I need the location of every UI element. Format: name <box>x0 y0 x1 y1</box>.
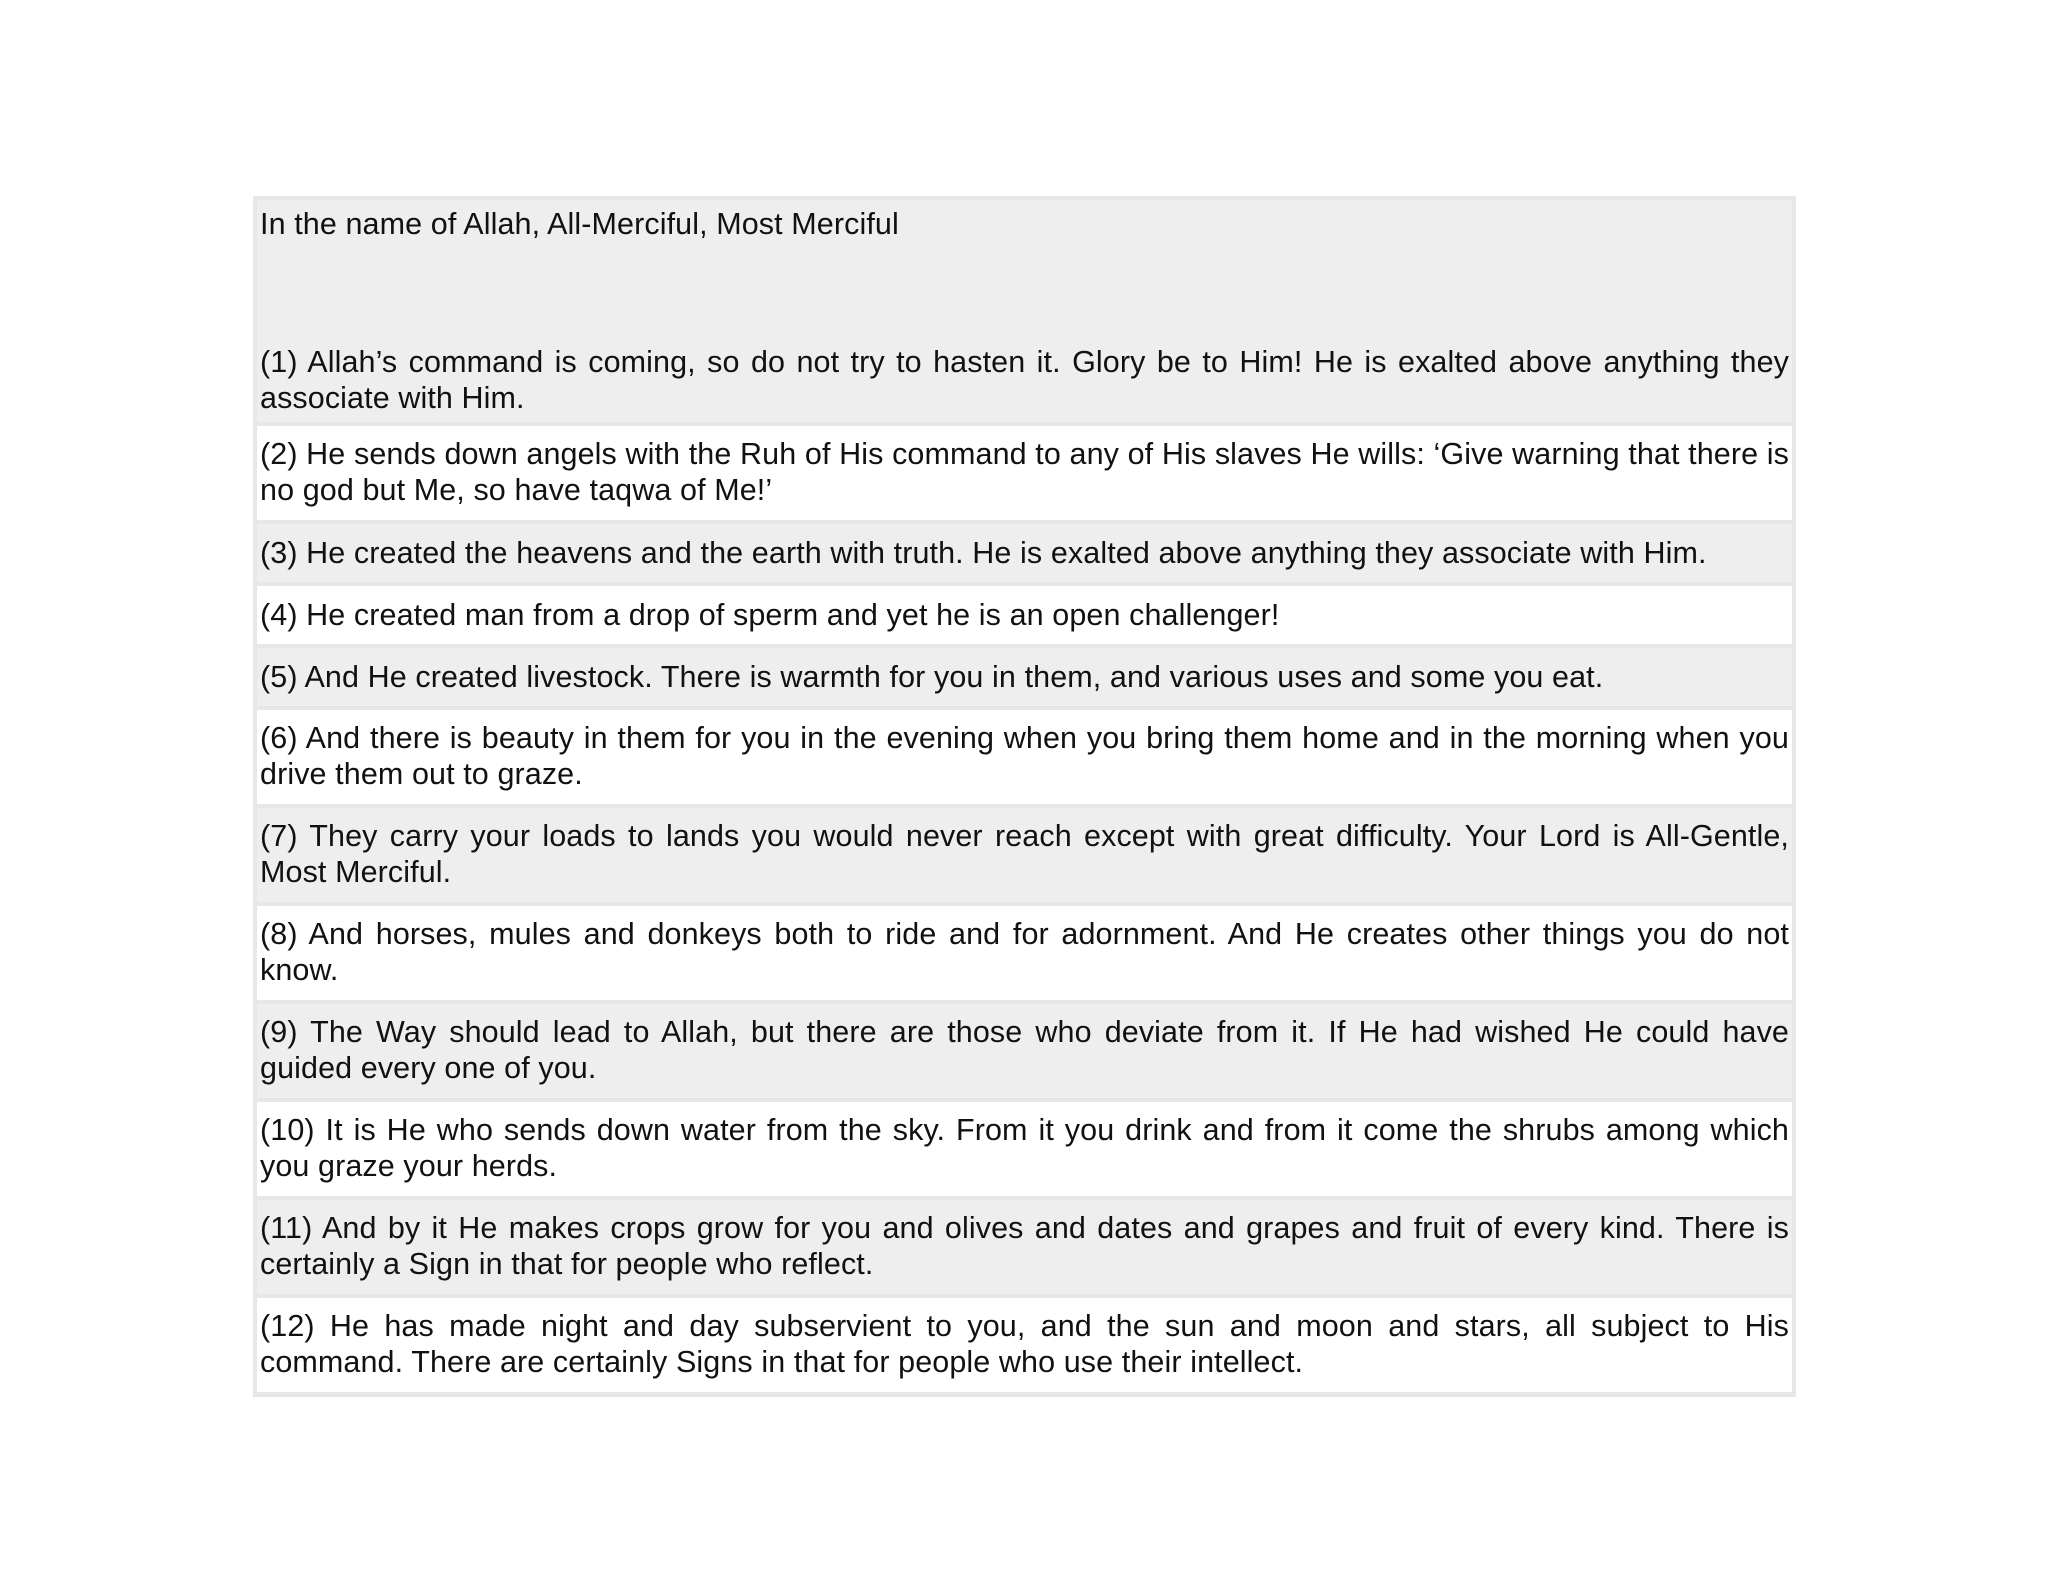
verse-table <box>253 196 1796 1397</box>
verse-7: (7) They carry your loads to lands you would never reach except with great difficulty. Your Lord is All-Gentle, Most Merciful. <box>257 808 1792 902</box>
verse-5: (5) And He created livestock. There is warmth for you in them, and various uses and some you eat. <box>257 648 1792 706</box>
verse-8: (8) And horses, mules and donkeys both to ride and for adornment. And He creates other things you do not know. <box>257 906 1792 1000</box>
verse-11: (11) And by it He makes crops grow for you and olives and dates and grapes and fruit of every kind. There is certainly a Sign in that for people who reflect. <box>257 1200 1792 1294</box>
verse-9: (9) The Way should lead to Allah, but there are those who deviate from it. If He had wished He could have guided every one of you. <box>257 1004 1792 1098</box>
basmala-heading: In the name of Allah, All-Merciful, Most Merciful <box>257 200 1792 318</box>
verse-10: (10) It is He who sends down water from the sky. From it you drink and from it come the shrubs among which you graze your herds. <box>257 1102 1792 1196</box>
verse-1: (1) Allah’s command is coming, so do not try to hasten it. Glory be to Him! He is exalted above anything they associate with Him. <box>257 318 1792 422</box>
verse-12: (12) He has made night and day subservient to you, and the sun and moon and stars, all subject to His command. There are certainly Signs in that for people who use their intellect. <box>257 1298 1792 1392</box>
verse-4: (4) He created man from a drop of sperm and yet he is an open challenger! <box>257 586 1792 644</box>
verse-6: (6) And there is beauty in them for you in the evening when you bring them home and in the morning when you drive them out to graze. <box>257 710 1792 804</box>
verse-3: (3) He created the heavens and the earth with truth. He is exalted above anything they associate with Him. <box>257 524 1792 582</box>
verse-2: (2) He sends down angels with the Ruh of His command to any of His slaves He wills: ‘Give warning that there is no god but Me, so have taqwa of Me!’ <box>257 426 1792 520</box>
